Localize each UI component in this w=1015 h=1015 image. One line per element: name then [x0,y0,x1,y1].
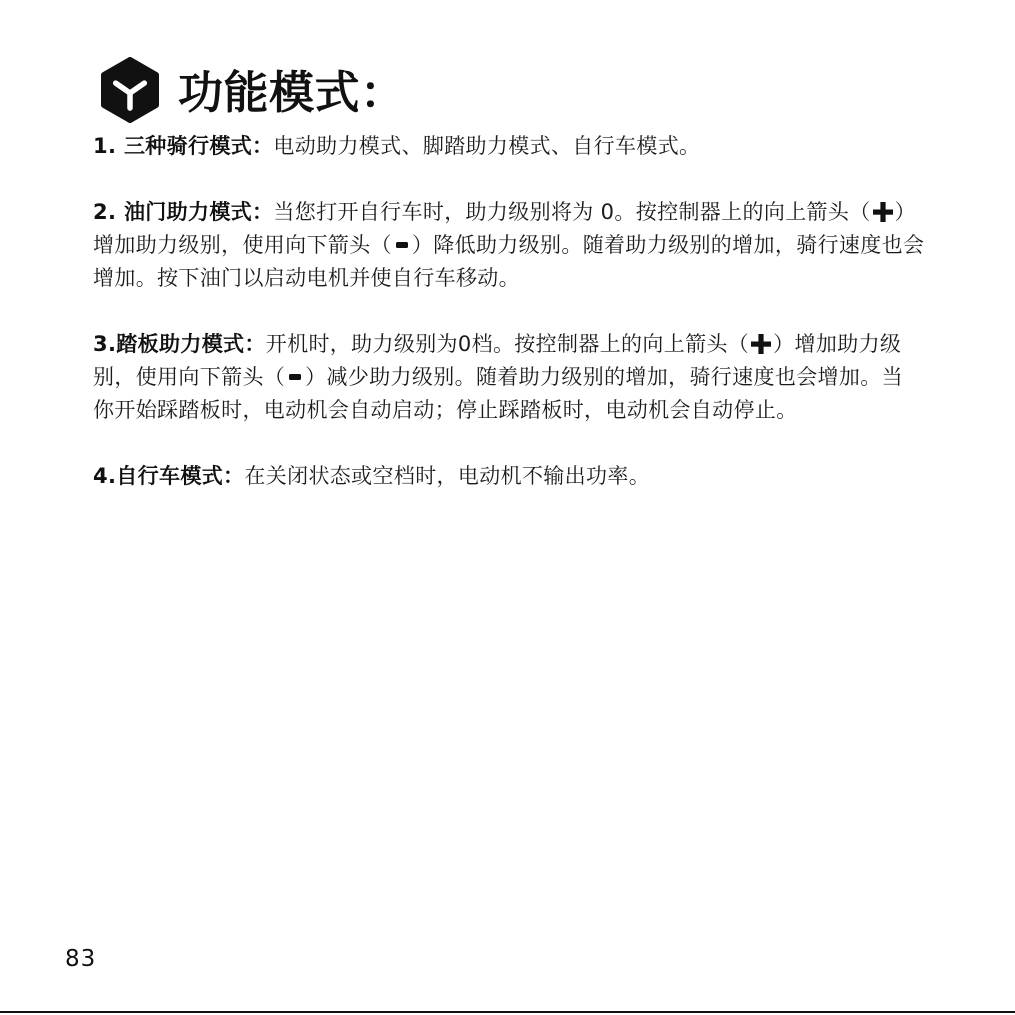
mode-text: 电动助力模式、脚踏助力模式、自行车模式。 [273,134,701,158]
mode-text: 别，使用向下箭头（ [93,365,286,389]
mode-text: 增加。按下油门以启动电机并使自行车移动。 [93,266,520,290]
item-line [93,262,993,295]
mode-text: ）减少助力级别。随着助力级别的增加，骑行速度也会增加。当 [305,365,903,389]
mode-label: 3.踏板助力模式： [93,332,266,356]
mode-item-1 [93,130,993,163]
plus-icon [872,201,894,223]
item-line [93,196,993,229]
bottom-rule [0,1011,1015,1013]
item-line [93,361,993,394]
item-line [93,460,993,493]
mode-text: 增加助力级别，使用向下箭头（ [93,233,392,257]
mode-text: ） [894,200,916,224]
item-line [93,394,993,427]
mode-label: 4.自行车模式： [93,464,245,488]
mode-item-2 [93,196,993,295]
hexagon-cube-icon [98,57,162,123]
page-title: 功能模式： [178,66,406,119]
mode-text: ）降低助力级别。随着助力级别的增加，骑行速度也会 [411,233,925,257]
mode-text: 当您打开自行车时，助力级别将为 0。按控制器上的向上箭头（ [273,200,871,224]
mode-label: 1. 三种骑行模式： [93,134,274,158]
minus-icon [287,366,303,388]
mode-list [93,130,993,526]
mode-item-3 [93,328,993,427]
plus-icon [750,333,772,355]
mode-text: 你开始踩踏板时，电动机会自动启动；停止踩踏板时，电动机会自动停止。 [93,398,798,422]
mode-item-4 [93,460,993,493]
mode-text: 开机时，助力级别为0档。按控制器上的向上箭头（ [265,332,750,356]
mode-text: 在关闭状态或空档时，电动机不输出功率。 [244,464,651,488]
mode-label: 2. 油门助力模式： [93,200,274,224]
item-line [93,328,993,361]
minus-icon [394,234,410,256]
page-number: 83 [65,946,97,972]
mode-text: ）增加助力级 [773,332,902,356]
item-line [93,130,993,163]
item-line [93,229,993,262]
